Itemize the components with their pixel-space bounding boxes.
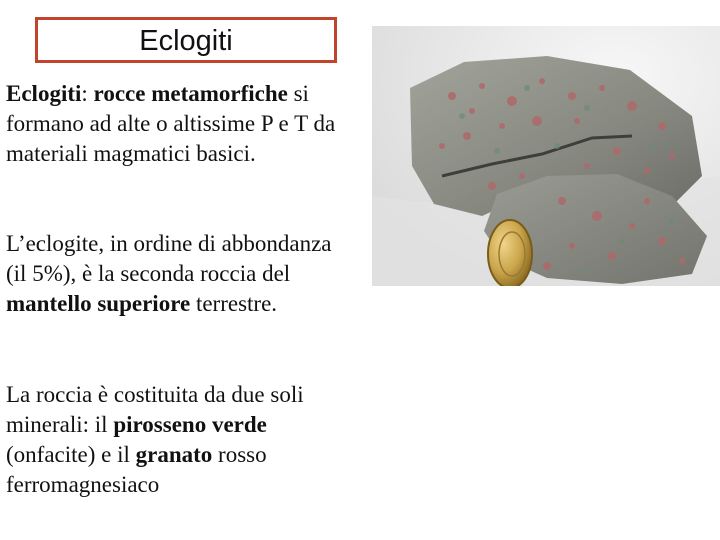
composition-text-mid: (onfacite) e il [6, 442, 136, 467]
eclogite-rock-photo [372, 26, 720, 286]
term-pirosseno-verde: pirosseno verde [113, 412, 267, 437]
paragraph-definition [6, 79, 356, 169]
composition-text: La roccia è costituita da due soli minerali: il [6, 382, 304, 437]
paragraph-composition [6, 380, 356, 500]
paragraph-abundance [6, 229, 356, 319]
term-granato: granato [135, 442, 213, 467]
slide-title-box [35, 17, 337, 63]
composition-text-end: rosso ferromagnesiaco [6, 442, 267, 497]
term-mantello-superiore: mantello superiore [6, 291, 191, 316]
term-rocce-metamorfiche: rocce metamorfiche [93, 81, 288, 106]
abundance-text: L’eclogite, in ordine di abbondanza (il 5%), è la seconda roccia del [6, 231, 332, 286]
slide-title: Eclogiti [139, 25, 233, 57]
definition-text: si formano ad alte o altissime P e T da materiali magmatici basici. [6, 81, 336, 166]
term-eclogiti: Eclogiti [6, 81, 82, 106]
rock-illustration [372, 26, 720, 286]
separator: : [81, 81, 94, 106]
abundance-text-end: terrestre. [190, 291, 278, 316]
